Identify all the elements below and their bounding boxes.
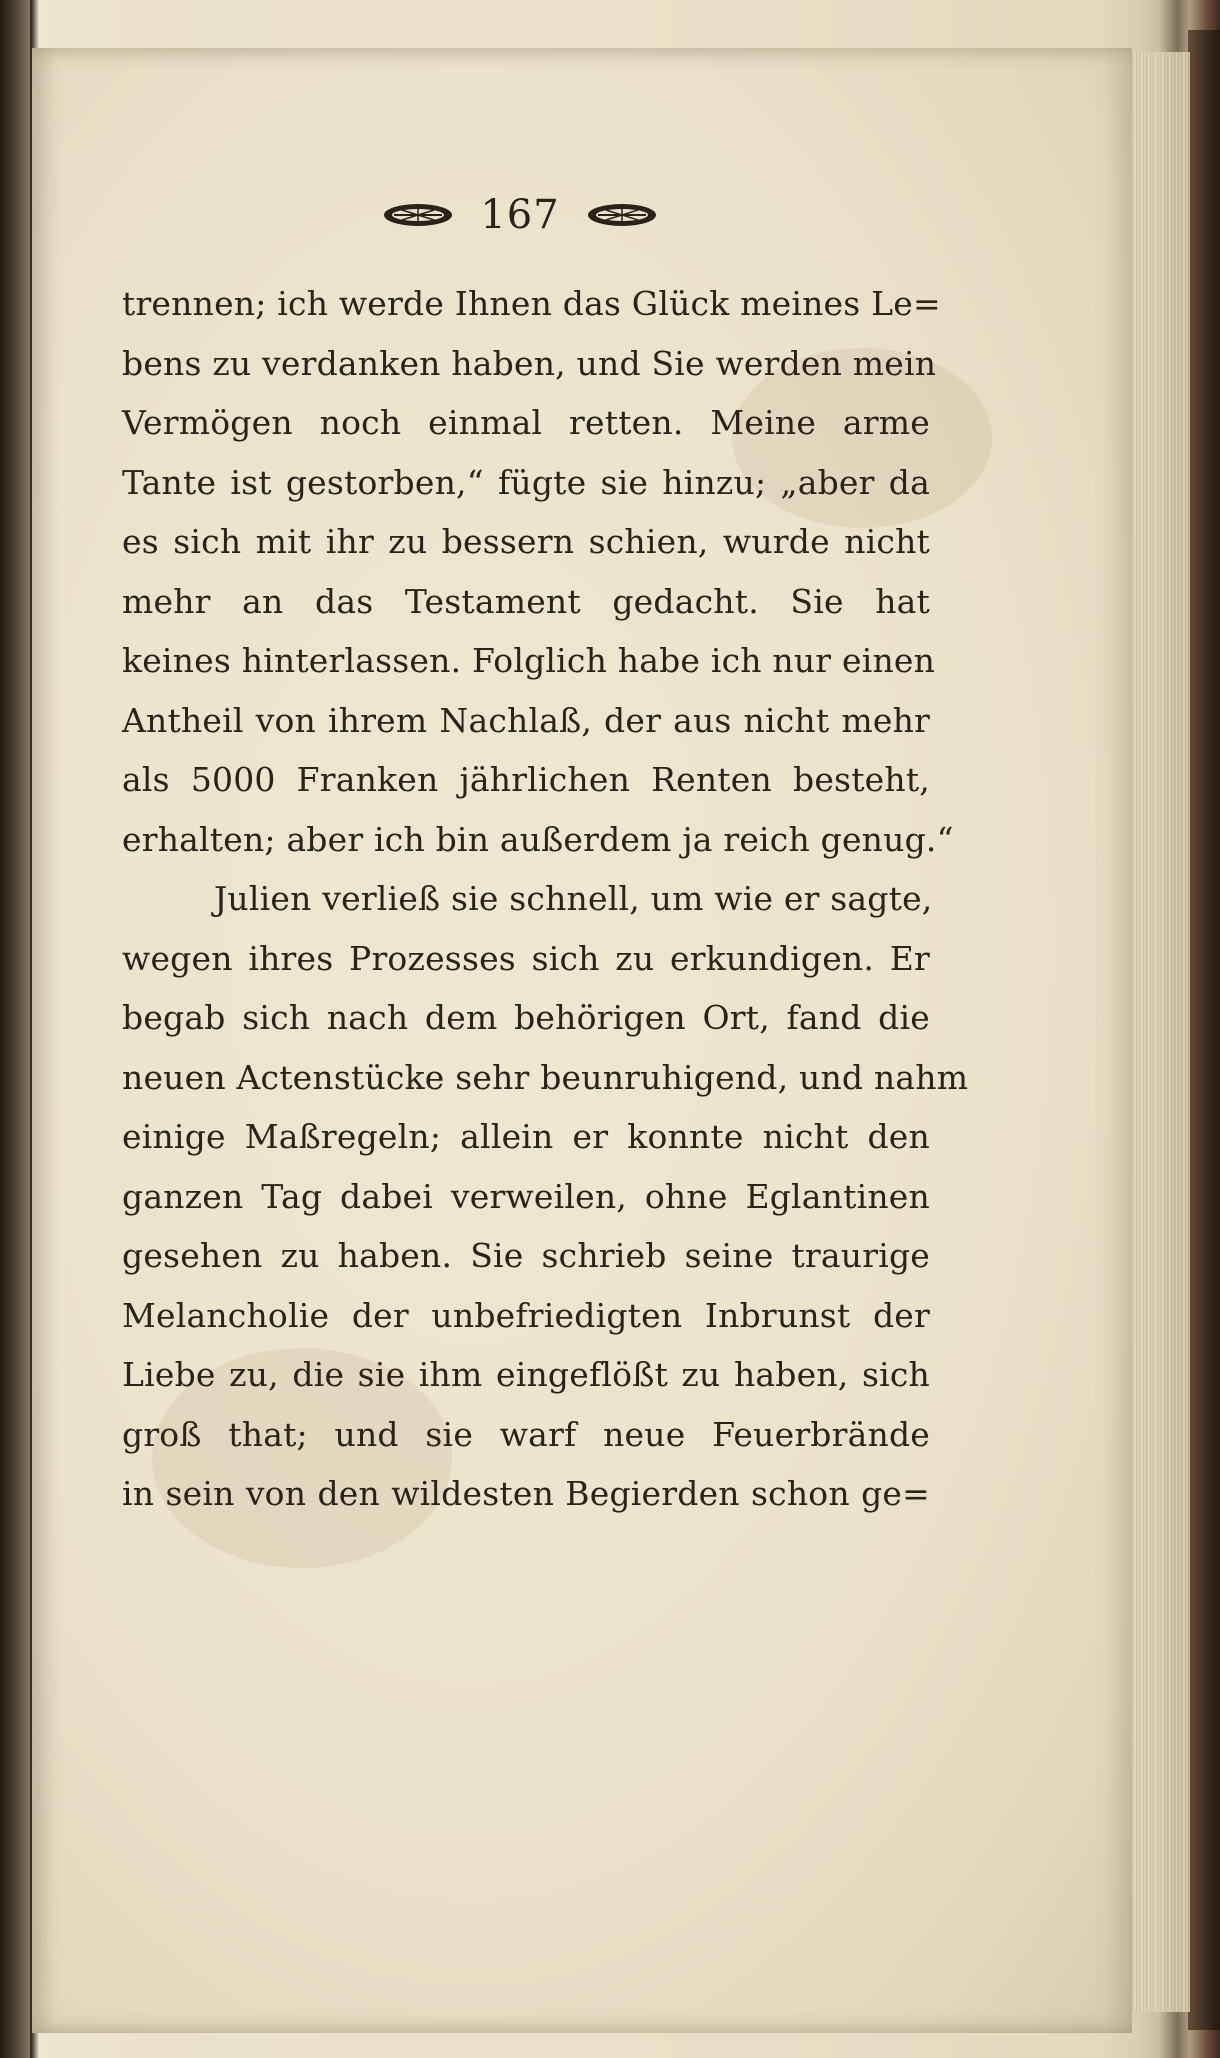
book-cover-edge [1188,30,1220,2030]
body-text [122,274,969,1524]
page-number: 167 [480,192,560,238]
text-line: bens zu verdanken haben, und Sie werden mein [122,343,937,383]
page-stack-edges [1130,52,1190,2012]
text-line: trennen; ich werde Ihnen das Glück meines Le= [122,284,941,323]
text-line: Tante ist gestorben,“ fügte sie hinzu; „aber da [122,462,930,502]
text-line: erhalten; aber ich bin außerdem ja reich genug.“ [122,819,954,859]
text-line: gesehen zu haben. Sie schrieb seine traurige [122,1236,930,1275]
text-line: neuen Actenstücke sehr beunruhigend, und nahm [122,1057,969,1097]
text-line: in sein von den wildesten Begierden schon ge= [122,1474,930,1513]
text-line: Melancholie der unbefriedigten Inbrunst der [122,1295,930,1335]
right-ornament-icon [586,202,658,228]
text-line: keines hinterlassen. Folglich habe ich nur einen [122,641,936,680]
page-header [360,190,680,240]
text-line: als 5000 Franken jährlichen Renten besteht, [122,760,930,799]
text-line: einige Maßregeln; allein er konnte nicht den [122,1117,930,1156]
text-line: es sich mit ihr zu bessern schien, wurde nicht [122,522,930,561]
facing-page-edge [0,0,30,2058]
text-line: ganzen Tag dabei verweilen, ohne Eglantinen [122,1176,930,1216]
text-line: wegen ihres Prozesses sich zu erkundigen. Er [122,938,930,978]
left-ornament-icon [382,202,454,228]
text-line: mehr an das Testament gedacht. Sie hat [122,581,930,621]
text-line: groß that; und sie warf neue Feuerbrände [122,1414,930,1454]
text-line: Liebe zu, die sie ihm eingeflößt zu haben, sich [122,1355,930,1394]
text-line: Julien verließ sie schnell, um wie er sagte, [214,879,933,918]
text-line: Vermögen noch einmal retten. Meine arme [122,403,930,442]
text-line: begab sich nach dem behörigen Ort, fand die [122,998,930,1037]
text-line: Antheil von ihrem Nachlaß, der aus nicht mehr [122,700,930,740]
